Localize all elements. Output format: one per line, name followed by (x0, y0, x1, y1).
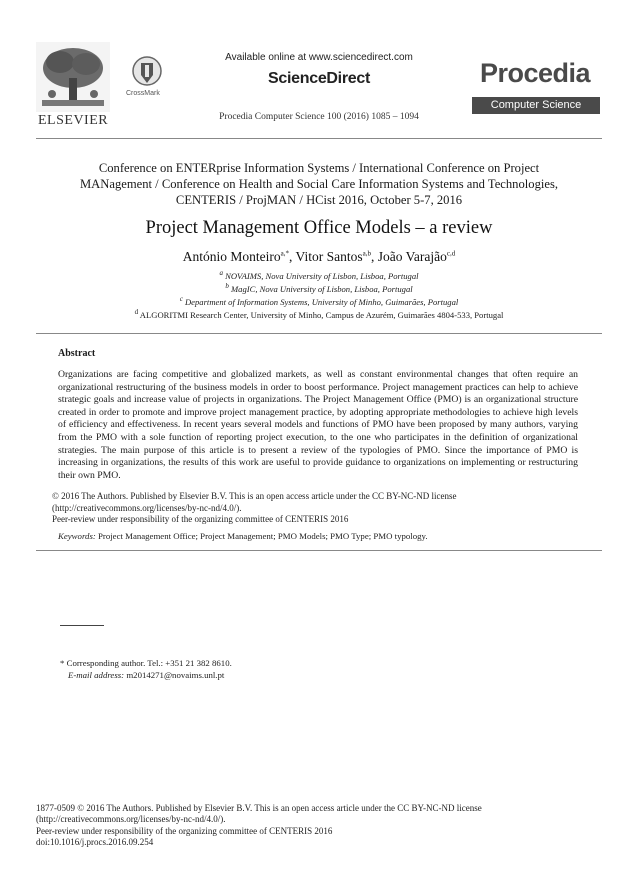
abstract-text: Organizations are facing competitive and globalized markets, as well as constant environmental changes that often require an organizational restructuring of the business models in order to boost performance. Project management practices can help to achieve strategic goals and increase value of projects in organizations. The Project Management Office (PMO) is an organizational structure created in order to promote and improve project management practice, by adopting appropriate methodologies to achieve high levels of efficiency and effectiveness. In recent years several models and functions of PMO have been proposed by many authors, varying from the PMO with a sole function of reporting project execution, to the one who participates in the definition of organizational strategies. The main purpose of this article is to present a review of the typologies of PMO. Since the importance of PMO is increasing in organizations, the results of this work are useful to provide guidance to organizations on implementing or restructuring their own PMO. (58, 369, 578, 481)
sciencedirect-logo: ScienceDirect (268, 70, 370, 87)
conference-block (60, 160, 578, 208)
bottom-license-link[interactable]: (http://creativecommons.org/licenses/by-nc-nd/4.0/). (36, 814, 226, 825)
affiliation-text: Department of Information Systems, University of Minho, Guimarães, Portugal (184, 296, 459, 307)
peer-review-line: Peer-review under responsibility of the organizing committee of CENTERIS 2016 (52, 514, 349, 524)
conference-line-1: Conference on ENTERprise Information Systems / International Conference on Project (98, 161, 540, 175)
author-name: António Monteiro (182, 249, 281, 264)
footnote (60, 657, 232, 681)
keywords (58, 531, 578, 541)
abstract-heading: Abstract (58, 348, 96, 359)
license-link[interactable]: (http://creativecommons.org/licenses/by-nc-nd/4.0/). (52, 502, 242, 513)
copyright-line-1: © 2016 The Authors. Published by Elsevier B.V. This is an open access article under the CC BY-NC-ND license (52, 491, 457, 501)
keywords-bottom-rule (36, 550, 602, 551)
author-sup: a,b (362, 249, 371, 258)
bottom-peer-review: Peer-review under responsibility of the organizing committee of CENTERIS 2016 (36, 825, 333, 836)
elsevier-wordmark: ELSEVIER (38, 113, 109, 128)
footnote-rule (60, 625, 104, 626)
email-label: E-mail address: (68, 670, 125, 680)
affiliation (0, 306, 638, 321)
abstract-top-rule (36, 333, 602, 334)
author-sup: c,d (446, 249, 456, 258)
bottom-matter (36, 803, 596, 848)
crossmark-label: CrossMark (126, 90, 160, 97)
affiliation-text: NOVAIMS, Nova University of Lisbon, Lisboa, Portugal (225, 270, 419, 281)
affiliation-sup: d (134, 308, 139, 316)
keywords-text: Project Management Office; Project Management; PMO Models; PMO Type; PMO typology. (98, 531, 428, 541)
paper-title: Project Management Office Models – a review (145, 218, 493, 238)
author-list: António Monteiro$^{a,*}$, Vitor Santos$^{a,b}$, João Varajão$^{c,d}$ (182, 249, 456, 264)
email-address[interactable]: m2014271@novaims.unl.pt (126, 670, 225, 680)
issn-line: 1877-0509 © 2016 The Authors. Published by Elsevier B.V. This is an open access article under the CC BY-NC-ND license (36, 803, 482, 813)
doi[interactable]: doi:10.1016/j.procs.2016.09.254 (36, 836, 154, 847)
author-sup: a,* (280, 249, 290, 258)
author-name: João Varajão (377, 249, 447, 264)
affiliation-sup: a (219, 269, 223, 277)
conference-line-3: CENTERIS / ProjMAN / HCist 2016, October 5-7, 2016 (175, 193, 463, 207)
conference-line-2: MANagement / Conference on Health and Social Care Information Systems and Technologies, (79, 177, 559, 191)
copyright-block (52, 491, 592, 526)
procedia-logo: Procedia (479, 58, 591, 88)
corresponding-author: * Corresponding author. Tel.: +351 21 382 8610. (60, 658, 232, 668)
header-rule (36, 138, 602, 139)
journal-reference: Procedia Computer Science 100 (2016) 1085 – 1094 (219, 112, 419, 122)
author-name: Vitor Santos (295, 249, 363, 264)
affiliation-text: MagIC, Nova University of Lisbon, Lisboa, Portugal (230, 283, 413, 294)
affiliation-sup: c (179, 295, 183, 303)
keywords-label: Keywords: (58, 531, 96, 541)
affiliation-sup: b (225, 282, 229, 290)
email-line (60, 669, 232, 681)
affiliation-text: ALGORITMI Research Center, University of Minho, Campus de Azurém, Guimarães 4804-533, Portugal (139, 309, 504, 320)
procedia-subtitle: Computer Science (472, 97, 600, 114)
available-online: Available online at www.sciencedirect.com (225, 52, 413, 63)
